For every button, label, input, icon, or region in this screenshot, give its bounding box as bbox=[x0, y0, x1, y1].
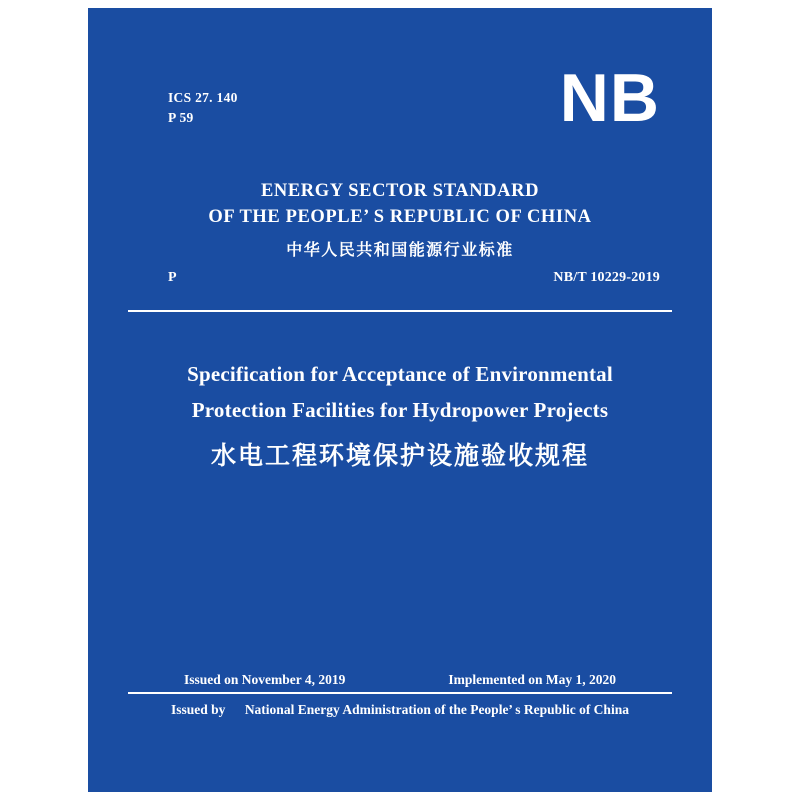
title-en-line1: Specification for Acceptance of Environmental bbox=[187, 362, 613, 386]
code-row bbox=[88, 270, 712, 290]
issuer-name: National Energy Administration of the People’ s Republic of China bbox=[244, 702, 629, 717]
ics-block bbox=[168, 88, 238, 128]
standard-title-en-line1: ENERGY SECTOR STANDARD bbox=[260, 181, 540, 201]
standard-cover bbox=[88, 8, 712, 792]
divider-bottom bbox=[128, 692, 672, 694]
ics-number: ICS 27. 140 bbox=[168, 90, 238, 105]
divider-top bbox=[128, 310, 672, 312]
issued-by-label: Issued by bbox=[171, 702, 226, 717]
standard-title-en-line2: OF THE PEOPLE’ S REPUBLIC OF CHINA bbox=[208, 207, 592, 227]
classification-code: P 59 bbox=[168, 110, 194, 125]
title-en-line2: Protection Facilities for Hydropower Projects bbox=[191, 398, 609, 422]
nb-logo: NB bbox=[559, 60, 660, 136]
dates-row bbox=[88, 672, 712, 692]
cover-header bbox=[88, 8, 712, 158]
title-cn: 水电工程环境保护设施验收规程 bbox=[210, 441, 589, 470]
issue-date: Issued on November 4, 2019 bbox=[184, 672, 346, 687]
standard-number: NB/T 10229-2019 bbox=[553, 270, 660, 285]
document-title bbox=[88, 356, 712, 478]
implementation-date: Implemented on May 1, 2020 bbox=[448, 672, 616, 687]
issuer-row bbox=[88, 702, 712, 718]
standard-title-cn: 中华人民共和国能源行业标准 bbox=[286, 240, 514, 259]
category-letter: P bbox=[168, 270, 177, 285]
standard-authority-title bbox=[88, 178, 712, 265]
